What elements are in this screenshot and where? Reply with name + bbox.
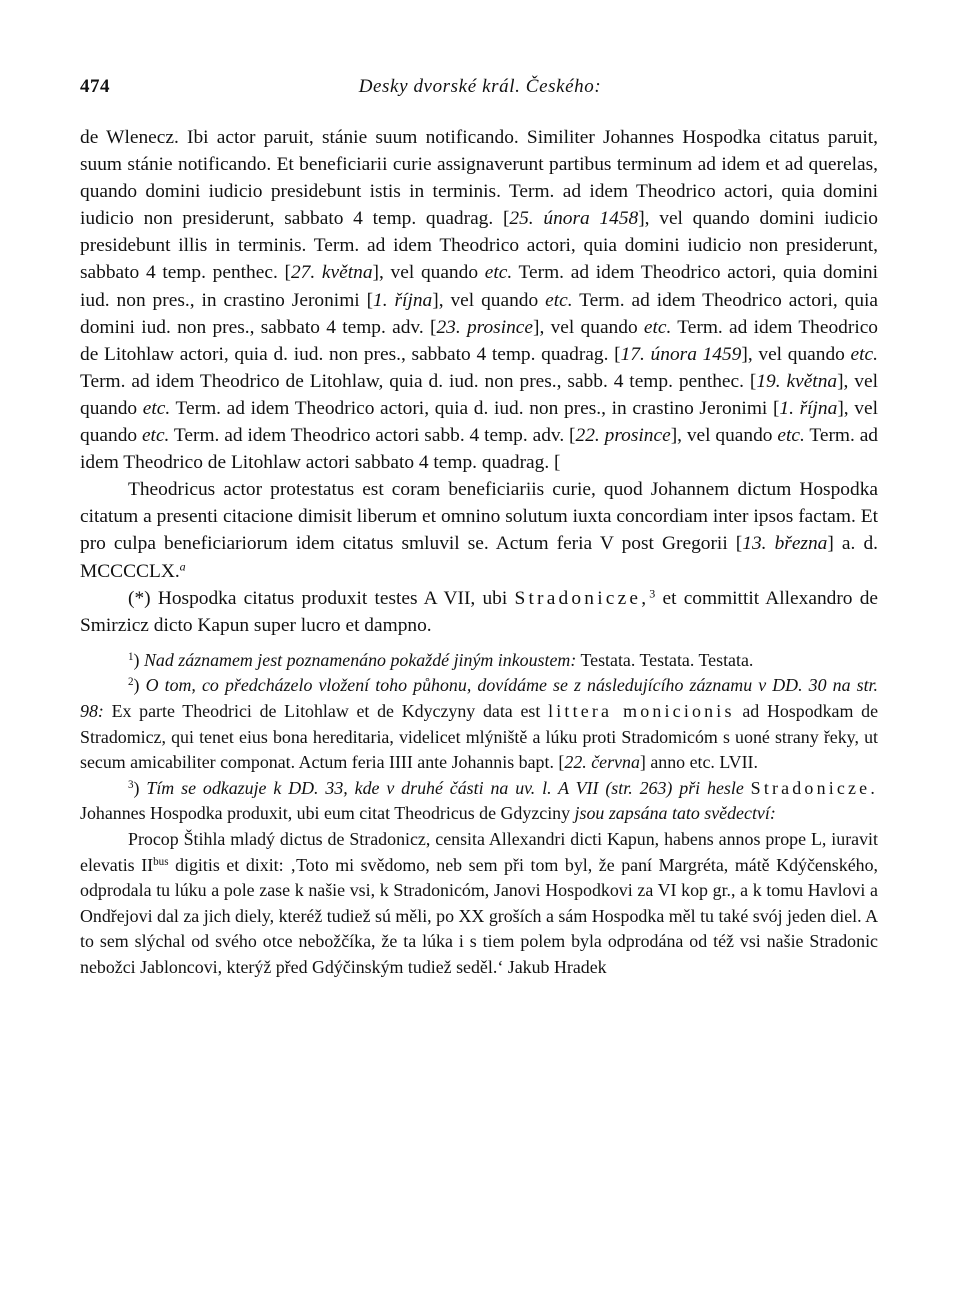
running-title: Desky dvorské král. Českého: — [358, 76, 602, 97]
page-body — [80, 124, 878, 981]
main-text — [80, 124, 878, 639]
footnote-3-testimony: Procop Štihla mladý dictus de Stradonicz, censita Allexandri dicti Kapun, habens annos prope L, iuravit elevatis $II^{bus}$ digitis et dixit: ‚Toto mi svědomo, neb sem při tom byl, že paní Margréta, mátě Kdýčenského, odprodala tu lúku a pole zase k našie vsi, k Stradonicóm, Janovi Hospodkovi za VI kop gr., a k tomu Havlovi a Ondřejovi dal za jich diely, kteréž tudiež sú měli, po XX groších a sám Hospodka měl tu také svój jeden diel. A to sem slýchal od svého otce nebožčíka, že ta lúka i s tiem polem byla odprodána od též vsi našie Stradonic nebožci Jabloncovi, kterýž před Gdýčinským tudiež seděl.‘ Jakub Hradek — [80, 828, 879, 977]
page-header — [80, 76, 880, 106]
footnote-1: $^1$) Nad záznamem jest poznamenáno pokaždé jiným inkoustem: Testata. Testata. Testata. — [128, 649, 754, 670]
paragraph-3: (*) Hospodka citatus produxit testes A VII, ubi Stradonicze,$^3$ et committit Allexandro de Smirzicz dicto Kapun super lucro et dampno. — [80, 585, 879, 636]
paragraph-1: de Wlenecz. Ibi actor paruit, stánie suum notificando. Similiter Johannes Hospodka citatus paruit, suum stánie notificando. Et beneficiarii curie assignaverunt partibus terminum ad idem et ad querelas, quando domini iudicio presidebunt istis in terminis. Term. ad idem Theodrico actori, quia domini iudicio non presiderunt, sabbato 4 temp. quadrag. [25. února 1458], vel quando domini iudicio presidebunt illis in terminis. Term. ad idem Theodrico actori, quia domini iudicio non presiderunt, sabbato 4 temp. penthec. [27. května], vel quando etc. Term. ad idem Theodrico actori, quia domini iud. non pres., in crastino Jeronimi [1. října], vel quando etc. Term. ad idem Theodrico actori, quia domini iud. non pres., sabbato 4 temp. adv. [23. prosince], vel quando etc. Term. ad idem Theodrico de Litohlaw actori, quia d. iud. non pres., sabbato 4 temp. quadrag. [17. února 1459], vel quando etc. Term. ad idem Theodrico de Litohlaw, quia d. iud. non pres., sabb. 4 temp. penthec. [19. května], vel quando etc. Term. ad idem Theodrico actori, quia d. iud. non pres., in crastino Jeronimi [1. října], vel quando etc. Term. ad idem Theodrico actori sabb. 4 temp. adv. [22. prosince], vel quando etc. Term. ad idem Theodrico de Litohlaw actori sabbato 4 temp. quadrag. [ — [80, 127, 879, 474]
footnote-marker-a: a — [179, 558, 186, 573]
paragraph-2: Theodricus actor protestatus est coram beneficiariis curie, quod Johannem dictum Hospodka citatum a presenti citacione dimisit liberum et omnino solutum iuxta concordiam inter ipsos factam. Et pro culpa beneficiariorum idem citatus smluvil se. Actum feria V post Gregorii [13. března] a. d. MCCCCLX.$^a$ — [80, 479, 878, 582]
footnote-2: $^2$) O tom, co předcházelo vložení toho půhonu, dovídáme se z následujícího záznamu v DD. 30 na str. 98: Ex parte Theodrici de Litohlaw et de Kdyczyny data est littera monicionis ad Hospodkam de Stradomicz, qui tenet eius bona hereditaria, videlicet mlýniště a lúku proti Stradomicóm s uoné strany řeky, ut secum amicabiliter componat. Actum feria IIII ante Johannis bapt. [22. června] anno etc. LVII. — [80, 675, 879, 773]
footnotes — [80, 648, 878, 981]
footnote-3: $^3$) Tím se odkazuje k DD. 33, kde v druhé části na uv. l. A VII (str. 263) při hesle Stradonicze. Johannes Hospodka produxit, ubi eum citat Theodricus de Gdyzciny jsou zapsána tato svědectví: — [80, 777, 878, 824]
footnote-ref-3: 3 — [649, 585, 656, 600]
page-number: 474 — [80, 76, 110, 97]
